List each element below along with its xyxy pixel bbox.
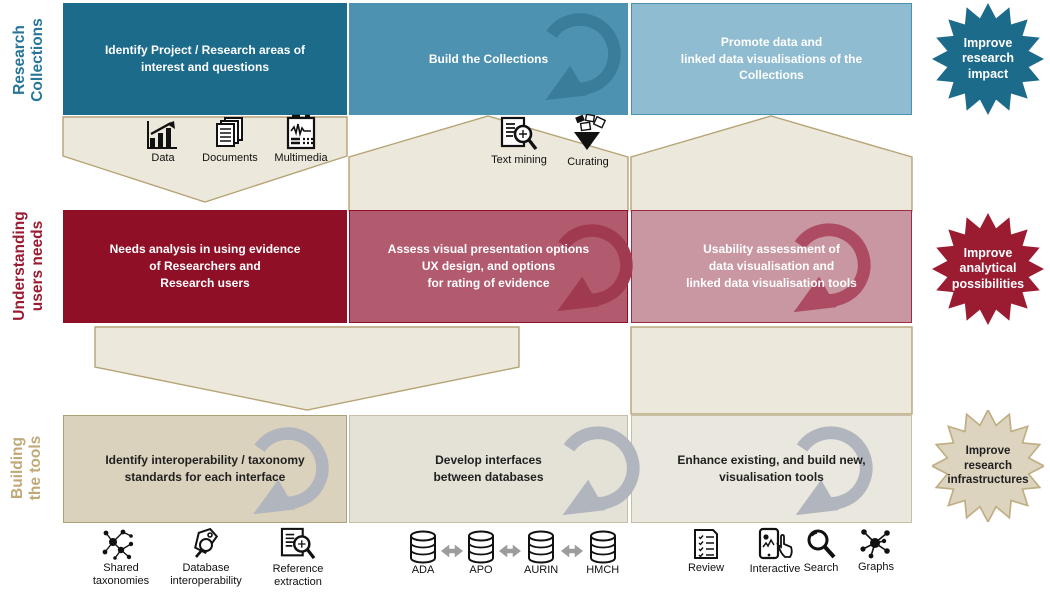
icon-group-data: Data: [133, 120, 193, 165]
icon-group-text-mining: Text mining: [487, 116, 551, 167]
box-identify-interoperability: Identify interoperability / taxonomy standards for each interface: [63, 415, 347, 523]
network-icon: [101, 528, 141, 560]
database-hmch: HMCH: [586, 530, 619, 576]
touch-device-icon: [757, 527, 793, 561]
box-usability-assessment: Usability assessment of data visualisation and linked data visualisation tools: [631, 210, 912, 323]
icon-group-documents: Documents: [195, 116, 265, 165]
sync-arrow-icon: [499, 544, 521, 558]
bar-chart-icon: [147, 120, 179, 150]
review-checklist-icon: [693, 528, 719, 560]
icon-group-shared-taxonomies: Shared taxonomies: [80, 528, 162, 587]
icon-group-database-interoperability: Database interoperability: [160, 528, 252, 587]
box-promote-data: Promote data and linked data visualisations of the Collections: [631, 3, 912, 115]
box-develop-interfaces: Develop interfaces between databases: [349, 415, 628, 523]
icon-group-interactive: Interactive: [737, 527, 813, 576]
connector-down-arrow-needs: [95, 327, 519, 410]
reference-extraction-icon: [279, 527, 317, 561]
tag-search-icon: [188, 528, 224, 560]
database-chain: [408, 530, 619, 576]
badge-text: Improve analytical possibilities: [951, 245, 1025, 291]
database-icon: [408, 530, 438, 564]
database-aurin: AURIN: [524, 530, 558, 576]
box-needs-analysis: Needs analysis in using evidence of Researchers and Research users: [63, 210, 347, 323]
database-apo: APO: [466, 530, 496, 576]
connector-roof-promote: [631, 116, 912, 211]
text-mining-icon: [500, 116, 538, 152]
database-ada: ADA: [408, 530, 438, 576]
sync-arrow-icon: [561, 544, 583, 558]
sync-arrow-icon: [441, 544, 463, 558]
row-label-research-collections: Research Collections: [11, 18, 46, 102]
documents-icon: [213, 116, 247, 150]
icon-group-graphs: Graphs: [848, 527, 904, 574]
curating-funnel-icon: [568, 114, 608, 154]
badge-improve-analytical-possibilities: [932, 213, 1044, 325]
database-icon: [466, 530, 496, 564]
icon-group-multimedia: Multimedia: [266, 114, 336, 165]
box-build-collections: Build the Collections: [349, 3, 628, 115]
icon-group-curating: Curating: [560, 114, 616, 169]
graph-network-icon: [859, 527, 893, 559]
icon-group-search: Search: [797, 528, 845, 575]
box-assess-presentation: Assess visual presentation options UX design, and options for rating of evidence: [349, 210, 628, 323]
icon-group-review: Review: [676, 528, 736, 575]
database-icon: [588, 530, 618, 564]
database-icon: [526, 530, 556, 564]
badge-text: Improve research impact: [961, 35, 1015, 81]
box-enhance-visualisation: Enhance existing, and build new, visualisation tools: [631, 415, 912, 523]
connector-rect-usability: [631, 327, 912, 414]
icon-group-reference-extraction: Reference extraction: [258, 527, 338, 588]
badge-improve-research-impact: [932, 3, 1044, 115]
badge-text: Improve research infrastructures: [947, 445, 1029, 487]
box-identify-project: Identify Project / Research areas of interest and questions: [63, 3, 347, 115]
badge-improve-research-infrastructures: [932, 410, 1044, 522]
multimedia-icon: [286, 114, 316, 150]
search-icon: [805, 528, 837, 560]
row-label-building-the-tools: Building the tools: [9, 435, 44, 501]
cycle-arrow-icon: [545, 420, 643, 520]
row-label-understanding-users-needs: Understanding users needs: [11, 211, 46, 321]
